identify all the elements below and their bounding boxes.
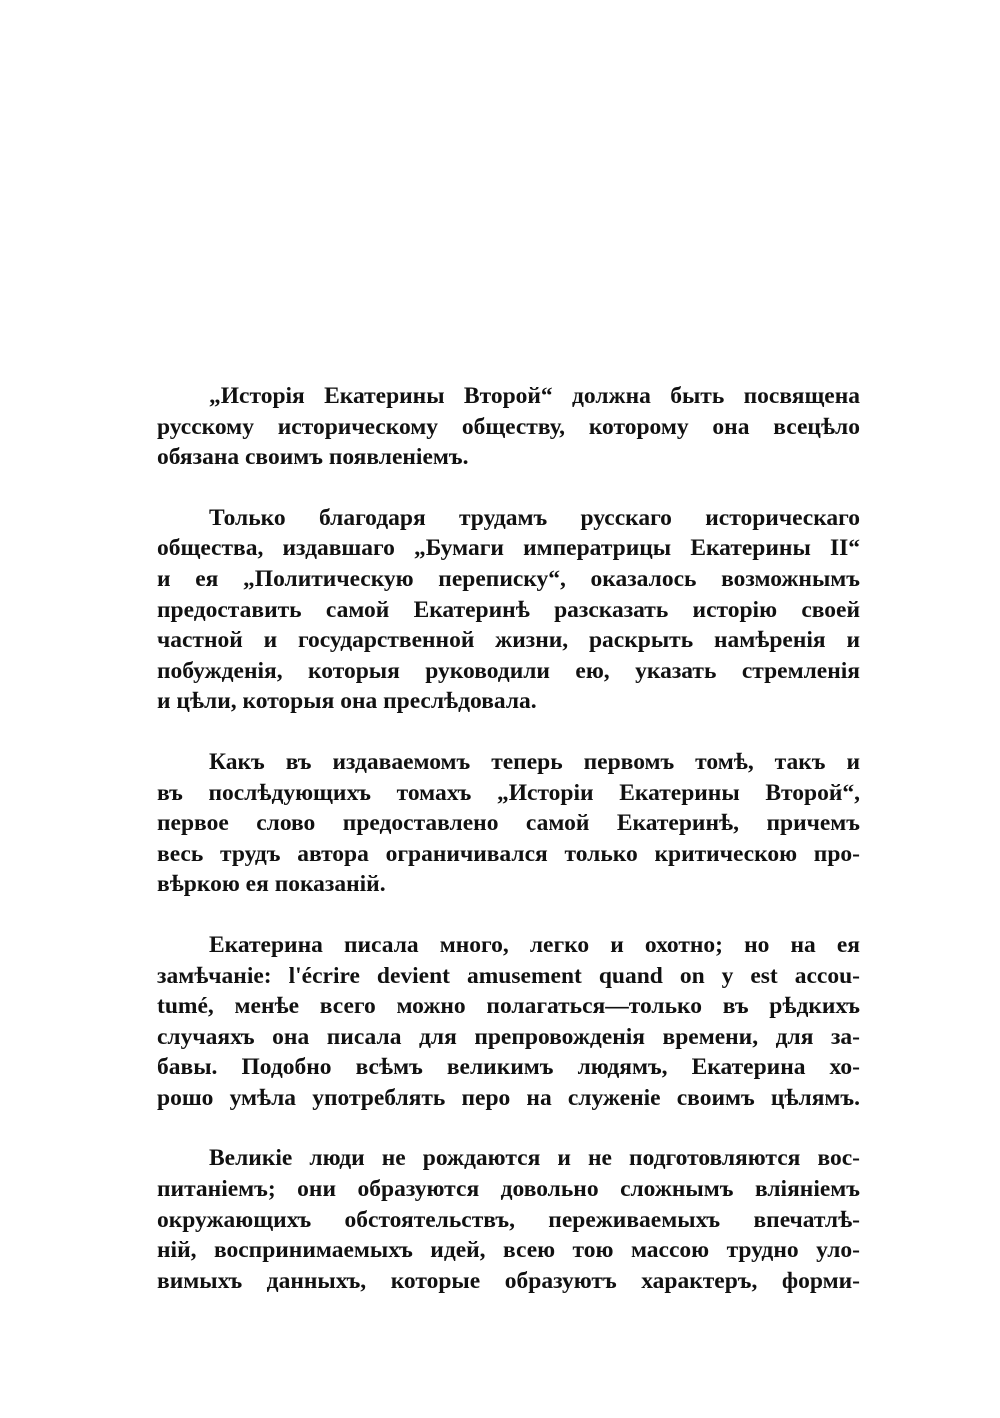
text-line: и ея „Политическую переписку“, оказалось возможнымъ <box>157 565 860 592</box>
text-line: побужденія, которыя руководили ею, указать стремленія <box>157 657 860 684</box>
text-line: и цѣли, которыя она преслѣдовала. <box>157 688 537 715</box>
text-line: Какъ въ издаваемомъ теперь первомъ томѣ, такъ и <box>209 748 860 775</box>
text-line: вѣркою ея показаній. <box>157 871 386 898</box>
text-line: русскому историческому обществу, которому она всецѣло <box>157 413 860 440</box>
text-line: tumé, менѣе всего можно полагаться—только въ рѣдкихъ <box>157 993 860 1020</box>
text-line: окружающихъ обстоятельствъ, переживаемыхъ впечатлѣ- <box>157 1206 860 1233</box>
text-line: случаяхъ она писала для препровожденія времени, для за- <box>157 1023 860 1050</box>
text-line: бавы. Подобно всѣмъ великимъ людямъ, Екатерина хо- <box>157 1054 860 1081</box>
paragraph-volumes <box>157 747 860 900</box>
text-line: весь трудъ автора ограничивался только критическою про- <box>157 840 860 867</box>
text-line: обязана своимъ появленіемъ. <box>157 444 469 471</box>
paragraph-dedication <box>157 381 860 473</box>
text-line: первое слово предоставлено самой Екатеринѣ, причемъ <box>157 810 860 837</box>
body-text <box>157 381 860 1326</box>
text-line: Только благодаря трудамъ русскаго историческаго <box>209 504 860 531</box>
paragraph-great-people <box>157 1143 860 1296</box>
text-line: „Исторія Екатерины Второй“ должна быть посвящена <box>209 383 860 409</box>
text-line: въ послѣдующихъ томахъ „Исторіи Екатерины Второй“, <box>157 779 860 806</box>
text-line: ній, воспринимаемыхъ идей, всею тою массою трудно уло- <box>157 1237 860 1264</box>
paragraph-society-works <box>157 503 860 717</box>
text-line: Екатерина писала много, легко и охотно; но на ея <box>209 931 860 958</box>
text-line: рошо умѣла употреблять перо на служеніе своимъ цѣлямъ. <box>157 1084 860 1111</box>
text-line: предоставить самой Екатеринѣ разсказать исторію своей <box>157 596 860 623</box>
text-line: вимыхъ данныхъ, которые образуютъ характеръ, форми- <box>157 1267 860 1294</box>
text-line: общества, издавшаго „Бумаги императрицы Екатерины II“ <box>157 535 860 562</box>
text-line: замѣчаніе: l'écrire devient amusement quand on y est accou- <box>157 962 860 989</box>
paragraph-catherine-writing <box>157 930 860 1114</box>
text-line: Великіе люди не рождаются и не подготовляются вос- <box>209 1145 860 1172</box>
text-line: питаніемъ; они образуются довольно сложнымъ вліяніемъ <box>157 1176 860 1203</box>
text-line: частной и государственной жизни, раскрыть намѣренія и <box>157 627 860 654</box>
